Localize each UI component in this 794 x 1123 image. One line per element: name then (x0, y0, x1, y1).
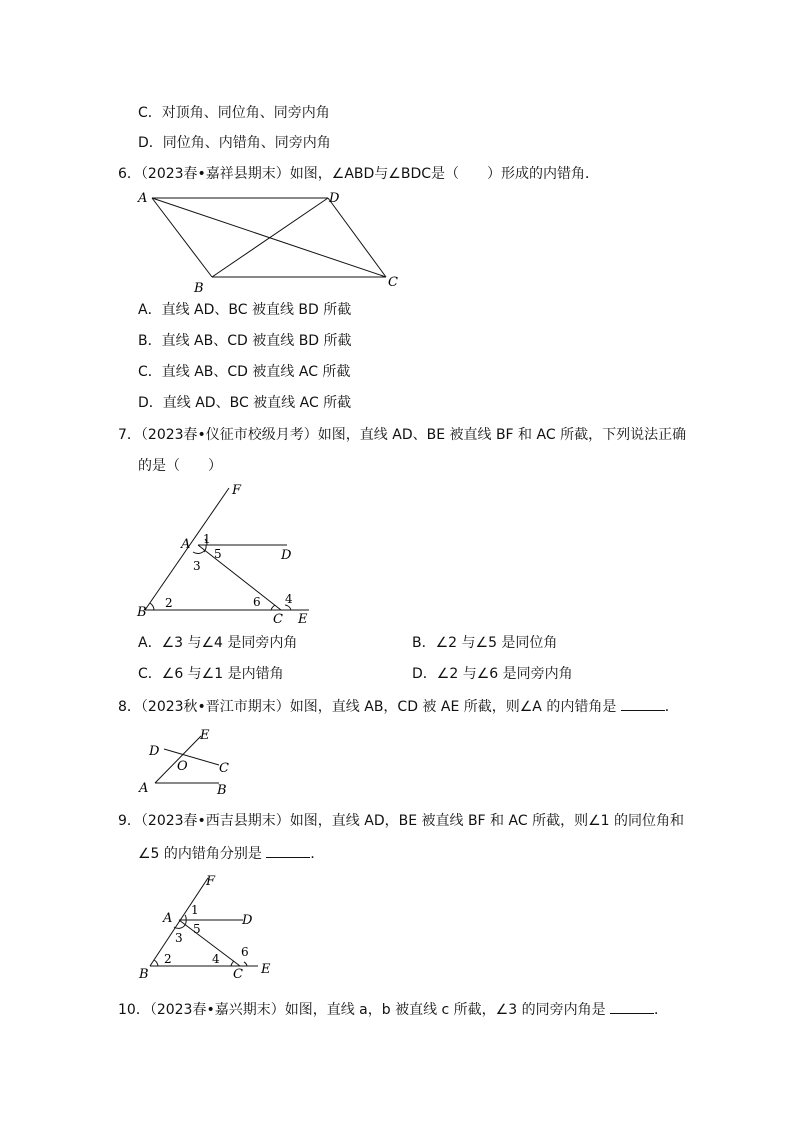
q7-angle-1: 1 (203, 532, 211, 546)
q8-stem-text: 8．（2023秋•晋江市期末）如图，直线 AB，CD 被 AE 所截，则∠A 的内错角是 (118, 699, 617, 715)
q7-stem-line2: 的是（ ） (138, 458, 222, 474)
q9-stem-end: ． (310, 846, 325, 862)
q8-label-d: D (149, 744, 160, 759)
q7-option-a: A．∠3 与∠4 是同旁内角 (138, 635, 298, 651)
q9-stem-text: ∠5 的内错角分别是 (138, 846, 262, 862)
q7-label-b: B (137, 605, 147, 620)
q6-label-d: D (329, 191, 340, 206)
q9-angle-6: 6 (241, 945, 249, 959)
q7-angle-3: 3 (193, 559, 201, 573)
q7-stem-line1: 7．（2023春•仪征市校级月考）如图，直线 AD、BE 被直线 BF 和 AC 所截，下列说法正确 (118, 427, 687, 443)
q6-label-c: C (388, 275, 398, 290)
q9-label-a: A (163, 911, 173, 926)
q7-angle-5: 5 (214, 547, 222, 561)
q10-stem-end: ． (654, 1002, 669, 1018)
q9-angle-4: 4 (212, 952, 220, 966)
q6-option-c: C．直线 AB、CD 被直线 AC 所截 (138, 364, 351, 380)
q8-stem (118, 696, 679, 716)
q7-label-c: C (273, 612, 283, 627)
q10-stem (118, 999, 668, 1019)
q5-option-c: C．对顶角、同位角、同旁内角 (138, 105, 330, 121)
q9-label-b: B (139, 967, 149, 982)
q6-option-b: B．直线 AB、CD 被直线 BD 所截 (138, 333, 352, 349)
q7-angle-2: 2 (165, 596, 173, 610)
q9-label-d: D (242, 913, 253, 928)
q9-answer-blank[interactable] (266, 843, 310, 858)
q8-label-o: O (177, 759, 188, 774)
q7-label-e: E (298, 612, 308, 627)
q8-stem-end: ． (664, 699, 679, 715)
q10-answer-blank[interactable] (610, 999, 654, 1014)
q9-angle-2: 2 (164, 952, 172, 966)
q9-angle-5: 5 (193, 922, 201, 936)
q7-label-f: F (232, 483, 242, 498)
q6-option-a: A．直线 AD、BC 被直线 BD 所截 (138, 302, 352, 318)
q8-label-e: E (200, 728, 210, 743)
q9-label-e: E (261, 962, 271, 977)
q6-option-d: D．直线 AD、BC 被直线 AC 所截 (138, 395, 352, 411)
q9-label-f: F (206, 874, 216, 889)
q7-angle-6: 6 (253, 595, 261, 609)
q8-figure (139, 726, 265, 798)
q9-angle-1: 1 (191, 903, 199, 917)
q9-figure (140, 870, 290, 985)
q8-label-c: C (219, 761, 229, 776)
q6-figure-parallelogram (138, 188, 398, 296)
q7-option-d: D．∠2 与∠6 是同旁内角 (412, 666, 573, 682)
q5-option-d: D．同位角、内错角、同旁内角 (138, 135, 331, 151)
q9-stem-line1: 9．（2023春•西吉县期末）如图，直线 AD，BE 被直线 BF 和 AC 所截，则∠1 的同位角和 (118, 813, 684, 829)
q8-label-a: A (139, 781, 149, 796)
q7-angle-4: 4 (285, 592, 293, 606)
q6-label-a: A (138, 191, 148, 206)
q8-label-b: B (217, 783, 227, 798)
q7-figure (135, 482, 335, 627)
q9-stem-line2 (138, 843, 324, 863)
q10-stem-text: 10．（2023春•嘉兴期末）如图，直线 a，b 被直线 c 所截，∠3 的同旁内角是 (118, 1002, 606, 1018)
q8-answer-blank[interactable] (621, 696, 665, 711)
q7-option-b: B．∠2 与∠5 是同位角 (412, 635, 558, 651)
q9-label-c: C (233, 967, 243, 982)
q7-option-c: C．∠6 与∠1 是内错角 (138, 666, 284, 682)
q7-label-a: A (181, 537, 191, 552)
q7-label-d: D (281, 548, 292, 563)
q6-stem: 6．（2023春•嘉祥县期末）如图，∠ABD与∠BDC是（ ）形成的内错角． (118, 166, 600, 182)
q9-angle-3: 3 (175, 931, 183, 945)
q6-label-b: B (194, 281, 204, 296)
